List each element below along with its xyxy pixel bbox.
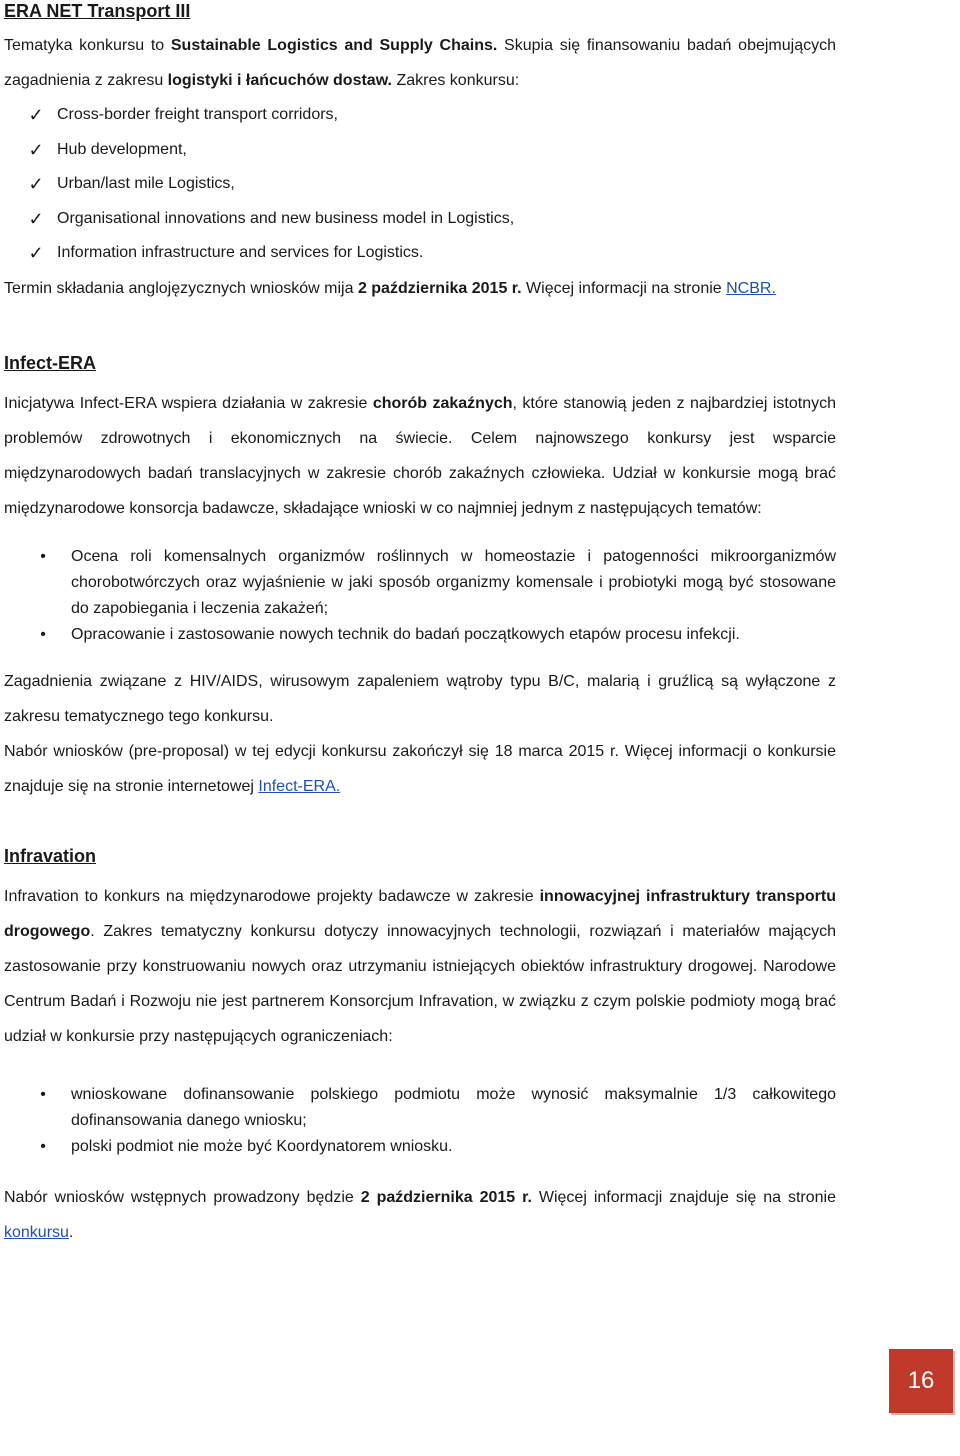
bold-text: 2 października 2015 r. bbox=[357, 279, 522, 297]
era-net-scope-list bbox=[4, 98, 836, 271]
list-item-label: polski podmiot nie może być Koordynatorem wniosku. bbox=[71, 1137, 453, 1155]
infect-era-intro bbox=[4, 386, 836, 526]
paragraph-text: . bbox=[68, 1223, 74, 1241]
paragraph-text: Zakres konkursu: bbox=[392, 72, 520, 89]
paragraph-text: Inicjatywa Infect-ERA wspiera działania w zakresie bbox=[4, 394, 373, 412]
infravation-intro bbox=[4, 879, 836, 1054]
paragraph-text: , które stanowią jeden z najbardziej istotnych problemów zdrowotnych i ekonomicznych na świecie. Celem najnowszego konkursy jest wsparcie międzynarodowych badań translacyjnych w zakresie chorób zakaźnych człowieka. Udział w konkursie mogą brać międzynarodowe konsorcja badawcze, składające wnioski w co najmniej jednym z następujących tematów: bbox=[4, 394, 837, 517]
paragraph-text: Nabór wniosków wstępnych prowadzony będzie bbox=[4, 1188, 361, 1206]
list-item bbox=[4, 133, 836, 168]
paragraph-text: Zagadnienia związane z HIV/AIDS, wirusowym zapaleniem wątroby typu B/C, malarią i gruźlicą są wyłączone z zakresu tematycznego tego konkursu. bbox=[4, 672, 836, 725]
bold-text: 2 października 2015 r. bbox=[360, 1188, 532, 1206]
paragraph-text: Infravation to konkurs na międzynarodowe projekty badawcze w zakresie bbox=[4, 887, 540, 905]
list-item-label: Opracowanie i zastosowanie nowych technik do badań początkowych etapów procesu infekcji. bbox=[71, 625, 740, 643]
infravation-limits-list bbox=[4, 1082, 836, 1160]
infect-era-topics-list bbox=[4, 544, 836, 648]
list-item bbox=[4, 1082, 836, 1134]
infravation-heading: Infravation bbox=[4, 845, 97, 866]
bullet-icon: • bbox=[40, 1137, 46, 1155]
era-net-heading: ERA NET Transport III bbox=[4, 1, 191, 21]
checkmark-icon: ✓ bbox=[28, 174, 44, 194]
page-number-badge: 16 bbox=[889, 1349, 953, 1413]
bold-text: innowacyjnej infrastruktury transportu drogowego bbox=[4, 887, 836, 940]
bold-text: Sustainable Logistics and Supply Chains. bbox=[170, 37, 498, 54]
list-item-label: wnioskowane dofinansowanie polskiego podmiotu może wynosić maksymalnie 1/3 całkowitego dofinansowania danego wniosku; bbox=[71, 1085, 836, 1129]
checkmark-icon: ✓ bbox=[28, 139, 44, 160]
list-item-label: Ocena roli komensalnych organizmów roślinnych w homeostazie i patogenności mikroorganizmów chorobotwórczych oraz wyjaśnienie w jaki sposób organizmy komensale i probiotyki mogą być stosowane do zapobiegania i leczenia zakażeń; bbox=[71, 547, 836, 617]
paragraph-text: Skupia się finansowaniu badań obejmujących zagadnienia z zakresu bbox=[4, 37, 836, 89]
infravation-deadline bbox=[4, 1180, 836, 1250]
paragraph-text: Tematyka konkursu to bbox=[4, 37, 171, 54]
checkmark-icon: ✓ bbox=[28, 208, 44, 229]
checkmark-icon: ✓ bbox=[28, 243, 44, 263]
bullet-icon: • bbox=[40, 625, 46, 643]
list-item-label: Information infrastructure and services for Logistics. bbox=[57, 244, 424, 261]
infect-era-deadline bbox=[4, 734, 836, 804]
list-item bbox=[4, 622, 836, 648]
list-item bbox=[4, 98, 836, 133]
text-link[interactable]: Infect-ERA. bbox=[258, 777, 341, 795]
list-item bbox=[4, 544, 836, 622]
era-net-deadline bbox=[4, 271, 836, 306]
list-item bbox=[4, 236, 836, 271]
bullet-icon: • bbox=[40, 547, 46, 565]
bold-text: chorób zakaźnych bbox=[372, 394, 513, 412]
list-item bbox=[4, 202, 836, 237]
paragraph-text: Więcej informacji znajduje się na stronie bbox=[531, 1188, 836, 1206]
list-item-label: Hub development, bbox=[57, 140, 187, 158]
list-item-label: Cross-border freight transport corridors, bbox=[57, 106, 338, 123]
list-item bbox=[4, 1134, 836, 1160]
paragraph-text: Więcej informacji na stronie bbox=[521, 279, 727, 297]
paragraph-text: Nabór wniosków (pre-proposal) w tej edycji konkursu zakończył się 18 marca 2015 r. Więcej informacji o konkursie znajduje się na stronie internetowej bbox=[4, 742, 836, 795]
bold-text: logistyki i łańcuchów dostaw. bbox=[167, 72, 392, 89]
infect-era-exclusions bbox=[4, 664, 836, 734]
infect-era-heading: Infect-ERA bbox=[4, 352, 97, 373]
paragraph-text: Termin składania anglojęzycznych wniosków mija bbox=[4, 279, 358, 297]
list-item-label: Organisational innovations and new business model in Logistics, bbox=[57, 209, 515, 227]
text-link[interactable]: NCBR. bbox=[726, 279, 776, 297]
document-page bbox=[4, 0, 836, 1250]
text-link[interactable]: konkursu bbox=[4, 1223, 69, 1241]
era-net-intro bbox=[4, 28, 836, 98]
list-item bbox=[4, 167, 836, 202]
paragraph-text: . Zakres tematyczny konkursu dotyczy innowacyjnych technologii, rozwiązań i materiałów mających zastosowanie przy konstruowaniu nowych oraz utrzymaniu istniejących obiektów infrastruktury drogowej. Narodowe Centrum Badań i Rozwoju nie jest partnerem Konsorcjum Infravation, w związku z czym polskie podmioty mogą brać udział w konkursie przy następujących ograniczeniach: bbox=[4, 922, 836, 1045]
bullet-icon: • bbox=[40, 1085, 46, 1103]
list-item-label: Urban/last mile Logistics, bbox=[57, 175, 235, 192]
checkmark-icon: ✓ bbox=[28, 105, 44, 125]
